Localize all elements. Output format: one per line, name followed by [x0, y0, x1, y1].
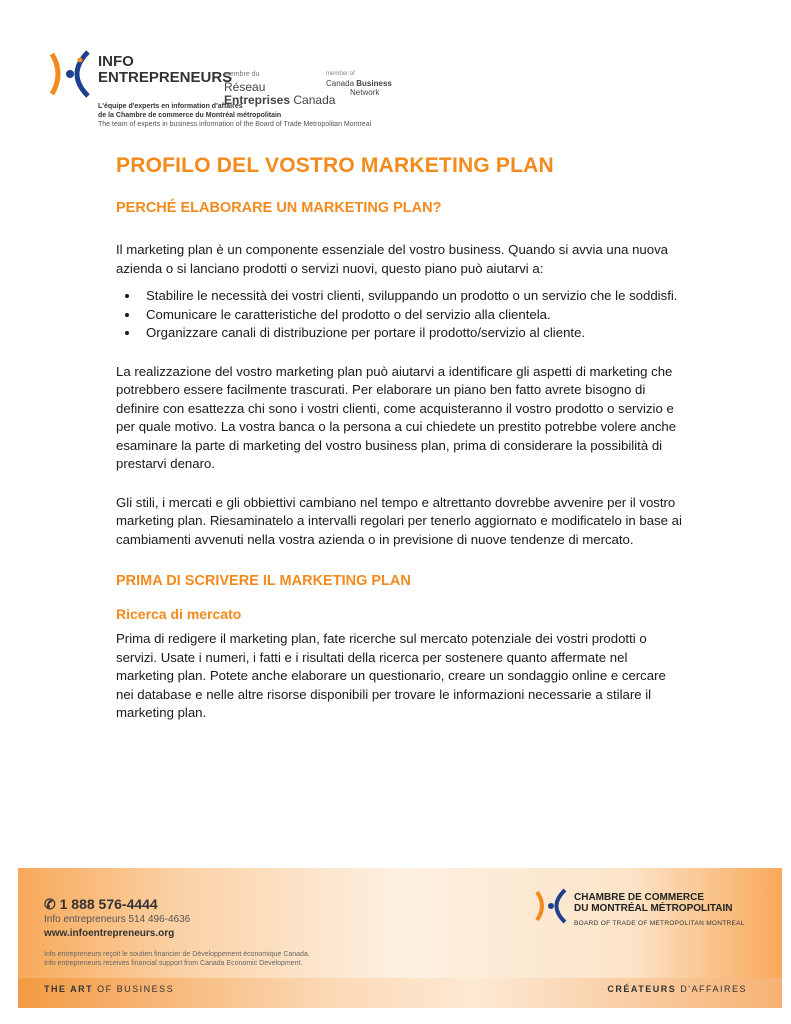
createurs-rest: D'AFFAIRES: [676, 984, 747, 994]
cbn-line1-a: Canada: [326, 79, 355, 88]
createurs-bold: CRÉATEURS: [607, 984, 677, 994]
list-item: • Stabilire le necessità dei vostri clienti, sviluppando un prodotto o un servizio che le soddisfi.: [140, 287, 682, 306]
footer-fine-print: [44, 950, 310, 968]
footer-createurs: [607, 984, 747, 994]
footer-website[interactable]: www.infoentrepreneurs.org: [44, 928, 175, 939]
paragraph-2: La realizzazione del vostro marketing plan può aiutarvi a identificare gli aspetti di marketing che potrebbero essere facilmente trascurati. Per elaborare un piano ben fatto avrete bisogno di definire con esattezza chi sono i vostri clienti, come acquisteranno il vostro prodotto o servizio e per quale motivo. La vostra banca o la persona a cui chiedete un prestito potrebbe volere anche esaminare la parte di marketing del vostro business plan, prima di considerare la possibilità di prestarvi denaro.: [116, 363, 677, 471]
chambre-subtitle: BOARD OF TRADE OF METROPOLITAN MONTREAL: [574, 920, 745, 927]
list-item: • Organizzare canali di distribuzione per portare il prodotto/servizio al cliente.: [140, 324, 682, 343]
cbn-line2: Network: [350, 88, 380, 97]
reseau-small: membre du: [224, 71, 260, 78]
paragraph-4: Prima di redigere il marketing plan, fate ricerche sul mercato potenziale dei vostri prodotti o servizi. Usate i numeri, i fatti e i risultati della ricerca per sostenere quanto affermate nel marketing plan. Potete anche elaborare un questionario, creare un sondaggio online e cercare nei database e nelle altre risorse disponibili per trovare le informazioni necessarie a stilare il marketing plan.: [116, 631, 666, 720]
art-rest: OF BUSINESS: [93, 984, 175, 994]
reseau-line1: Réseau: [224, 80, 266, 94]
fine-en: Info entrepreneurs receives financial support from Canada Economic Development.: [44, 960, 303, 967]
phone-icon: ✆: [44, 896, 56, 912]
logo-line2: ENTREPRENEURS: [98, 69, 233, 86]
footer-phone: [44, 896, 158, 913]
chambre-name: [574, 892, 733, 914]
info-entrepreneurs-logo-icon: [48, 46, 92, 102]
fine-fr: Info entrepreneurs reçoit le soutien financier de Développement économique Canada.: [44, 951, 310, 958]
reseau-line2: Canada: [293, 93, 336, 107]
section1-heading: PERCHÉ ELABORARE UN MARKETING PLAN?: [116, 200, 442, 216]
tagline-fr-1: L'équipe d'experts en information d'affaires: [98, 103, 243, 110]
chambre-logo-icon: [534, 886, 568, 926]
page-header: [40, 38, 400, 138]
logo-wordmark: [98, 54, 232, 86]
chambre-line2: DU MONTRÉAL MÉTROPOLITAIN: [574, 903, 733, 914]
cbn-line1-b: Business: [356, 79, 392, 88]
bullet-list: [116, 287, 682, 343]
tagline-en: The team of experts in business information of the Board of Trade Metropolitan Montreal: [98, 121, 372, 128]
cbn-small: member of: [326, 71, 355, 77]
art-bold: THE ART: [44, 984, 94, 994]
tagline-fr-2: de la Chambre de commerce du Montréal métropolitain: [98, 112, 282, 119]
chambre-line1: CHAMBRE DE COMMERCE: [574, 892, 704, 903]
tagline: [98, 102, 418, 129]
subsection-heading: Ricerca di mercato: [116, 606, 242, 622]
phone-number: 1 888 576-4444: [59, 896, 158, 912]
chambre-logo: [530, 884, 760, 934]
section2-heading: PRIMA DI SCRIVERE IL MARKETING PLAN: [116, 573, 411, 589]
footer-art-of-business: [44, 984, 174, 994]
list-item: • Comunicare le caratteristiche del prodotto o del servizio alla clientela.: [140, 306, 682, 325]
footer-local-phone: Info entrepreneurs 514 496-4636: [44, 914, 191, 925]
cbn-logo: [326, 70, 392, 97]
logo-line1: INFO: [98, 53, 134, 70]
page-title: PROFILO DEL VOSTRO MARKETING PLAN: [116, 154, 554, 177]
reseau-line2-bold: Entreprises: [224, 93, 291, 107]
main-content: [116, 154, 682, 723]
paragraph-3: Gli stili, i mercati e gli obbiettivi cambiano nel tempo e altrettanto dovrebbe avvenire per il vostro marketing plan. Riesaminatelo a intervalli regolari per tenerlo aggiornato e modificatelo in base ai cambiamenti avvenuti nella vostra azienda o in previsione di nuove tendenze di mercato.: [116, 494, 682, 547]
intro-paragraph: Il marketing plan è un componente essenziale del vostro business. Quando si avvia una nuova azienda o si lanciano prodotti o servizi nuovi, questo piano può aiutarvi a:: [116, 242, 669, 276]
